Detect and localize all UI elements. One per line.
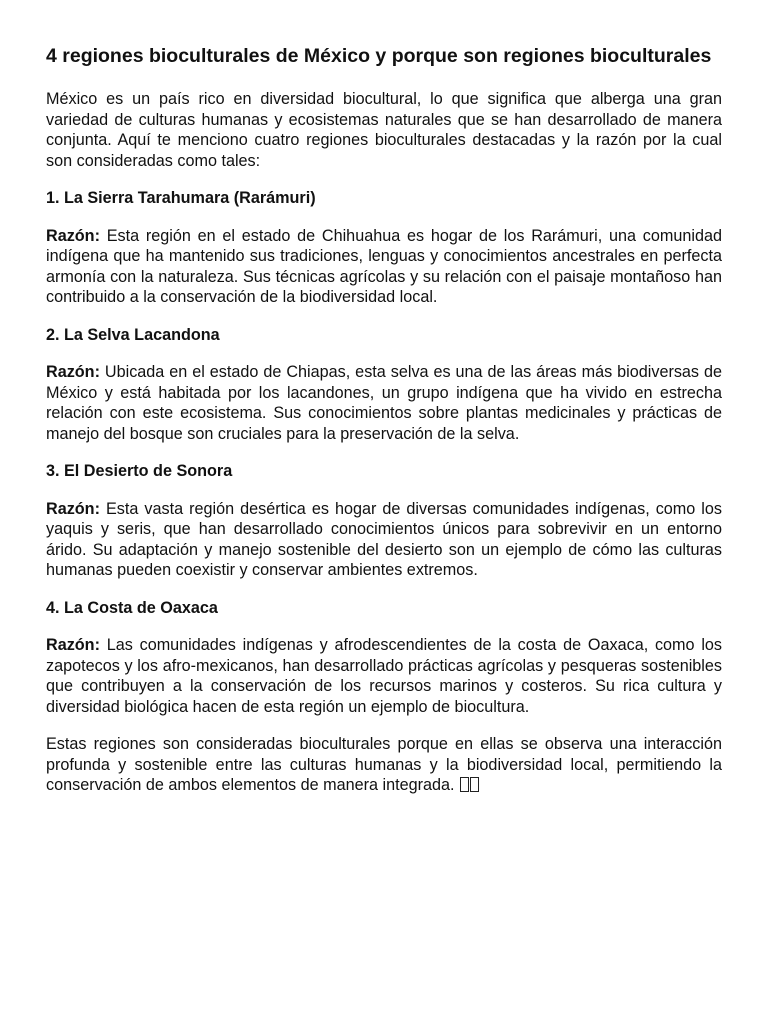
reason-text: Esta vasta región desértica es hogar de diversas comunidades indígenas, como los yaquis y seris, que han desarrollado conocimientos únicos para sobrevivir en un entorno árido. Su adaptación y manejo sostenible del desierto son un ejemplo de cómo las culturas humanas pueden coexistir y conservar ambientes extremos. <box>46 499 723 579</box>
region-reason-4 <box>46 635 722 717</box>
reason-label: Razón: <box>46 636 100 654</box>
document-page <box>46 44 722 813</box>
reason-label: Razón: <box>46 499 100 518</box>
region-reason-2 <box>46 362 722 444</box>
document-title: 4 regiones bioculturales de México y porque son regiones bioculturales <box>46 45 712 67</box>
region-heading-3: 3. El Desierto de Sonora <box>46 462 233 480</box>
missing-glyph-boxes-icon <box>459 776 479 794</box>
region-reason-1 <box>46 226 722 308</box>
conclusion-paragraph <box>46 734 722 796</box>
region-reason-3 <box>46 499 722 581</box>
region-heading-4: 4. La Costa de Oaxaca <box>46 598 218 617</box>
conclusion-text: Estas regiones son consideradas bioculturales porque en ellas se observa una interacción profunda y sostenible entre las culturas humanas y la biodiversidad local, permitiendo la conservación de ambos elementos de manera integrada. <box>46 735 722 794</box>
reason-label: Razón: <box>46 226 100 245</box>
intro-paragraph: México es un país rico en diversidad biocultural, lo que significa que alberga una gran variedad de culturas humanas y ecosistemas naturales que se han desarrollado de manera conjunta. Aquí te menciono cuatro regiones bioculturales destacadas y la razón por la cual son consideradas como tales: <box>46 90 722 170</box>
reason-text: Esta región en el estado de Chihuahua es hogar de los Rarámuri, una comunidad indígena que ha mantenido sus tradiciones, lenguas y conocimientos ancestrales en perfecta armonía con la naturaleza. Sus técnicas agrícolas y su relación con el paisaje montañoso han contribuido a la conservación de la biodiversidad local. <box>46 226 722 306</box>
region-heading-1: 1. La Sierra Tarahumara (Rarámuri) <box>46 189 316 207</box>
region-heading-2: 2. La Selva Lacandona <box>46 325 220 344</box>
reason-text: Las comunidades indígenas y afrodescendientes de la costa de Oaxaca, como los zapotecos y los afro-mexicanos, han desarrollado prácticas agrícolas y pesqueras sostenibles que contribuyen a la conservación de los recursos marinos y costeros. Su rica cultura y diversidad biológica hacen de esta región un ejemplo de biocultura. <box>46 636 723 716</box>
reason-text: Ubicada en el estado de Chiapas, esta selva es una de las áreas más biodiversas de México y está habitada por los lacandones, un grupo indígena que ha vivido en estrecha relación con este ecosistema. Sus conocimientos sobre plantas medicinales y prácticas de manejo del bosque son cruciales para la preservación de la selva. <box>46 363 722 443</box>
reason-label: Razón: <box>46 363 100 381</box>
